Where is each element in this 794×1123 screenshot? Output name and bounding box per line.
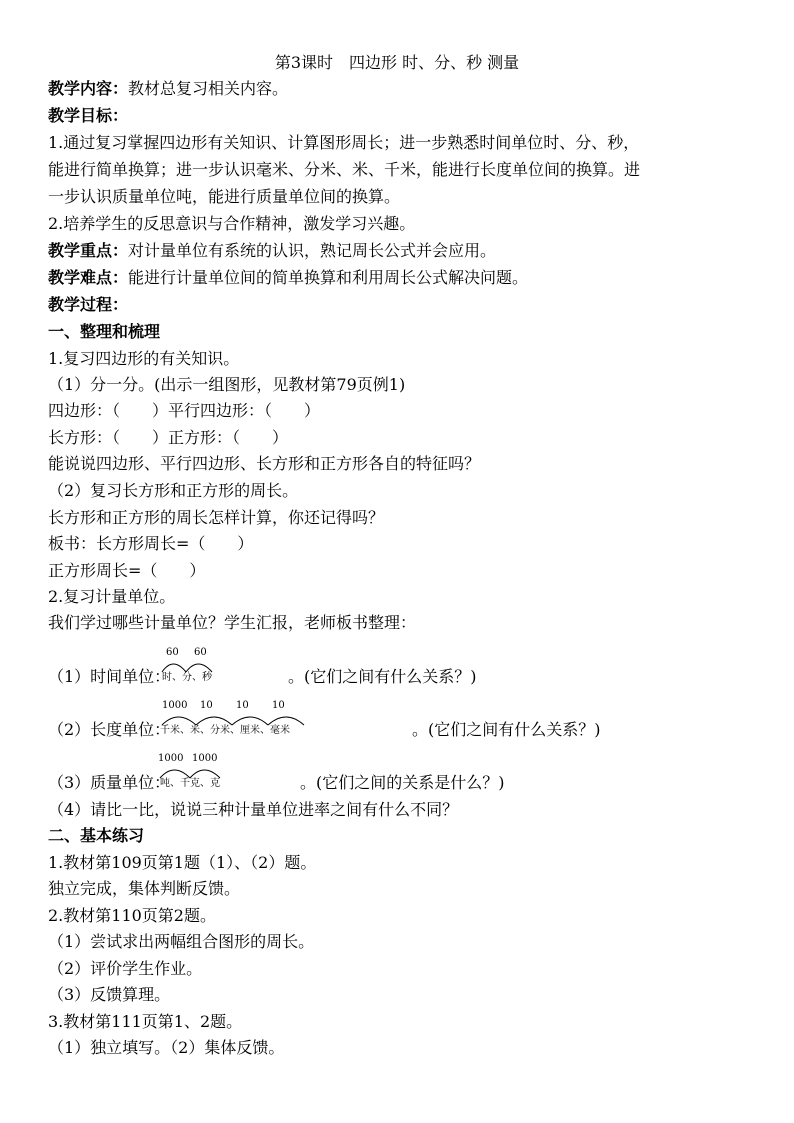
length-unit-sequence: 千米、米、分米、厘米、毫米 [160,725,290,736]
rect-blanks: 长方形：（ ）正方形：（ ） [48,428,289,447]
teaching-goals-label: 教学目标： [48,106,129,125]
mass-rate-2: 1000 [192,753,218,764]
goal-1-line-2: 能进行简单换算；进一步认识毫米、分米、米、千米，能进行长度单位间的换算。进 [48,160,641,179]
units-question: 我们学过哪些计量单位？学生汇报，老师板书整理： [48,613,417,632]
square-perimeter-board: 正方形周长=（ ） [48,561,206,580]
time-unit-question: 。(它们之间有什么关系？) [288,667,477,686]
length-rate-3: 10 [236,700,249,711]
length-rate-1: 1000 [162,700,188,711]
time-rate-2: 60 [194,647,207,658]
length-unit-row [48,697,748,741]
goal-1-line-1: 1.通过复习掌握四边形有关知识、计算图形周长；进一步熟悉时间单位时、分、秒， [48,133,640,152]
key-point-text: 对计量单位有系统的认识，熟记周长公式并会应用。 [128,241,497,260]
time-rate-1: 60 [166,647,179,658]
exercise-1: 1.教材第109页第1题（1）、（2）题。 [48,853,317,872]
mass-unit-label: （3）质量单位： [48,773,171,792]
classify-item: （1）分一分。(出示一组图形，见教材第79页例1) [48,375,406,394]
exercise-2-step-2: （2）评价学生作业。 [48,959,203,978]
compare-rates: （4）请比一比，说说三种计量单位进率之间有什么不同？ [48,800,459,819]
difficulty-line [48,267,528,289]
section-2-title: 二、基本练习 [48,826,145,845]
teaching-content-label: 教学内容： [48,79,129,98]
length-rate-4: 10 [272,700,285,711]
mass-unit-sequence: 吨、千克、克 [160,778,220,789]
mass-unit-question: 。(它们之间的关系是什么？) [300,773,505,792]
mass-rate-1: 1000 [158,753,184,764]
lesson-title: 第3课时 四边形 时、分、秒 测量 [274,53,520,72]
difficulty-text: 能进行计量单位间的简单换算和利用周长公式解决问题。 [128,268,529,287]
rect-perimeter-board: 板书：长方形周长=（ ） [48,534,254,553]
exercise-3: 3.教材第111页第1、2题。 [48,1012,243,1031]
length-rate-2: 10 [200,700,213,711]
exercise-2-step-3: （3）反馈算理。 [48,985,171,1004]
review-units: 2.复习计量单位。 [48,587,176,606]
time-unit-label: （1）时间单位： [48,667,171,686]
review-quadrilateral: 1.复习四边形的有关知识。 [48,349,240,368]
teaching-content-text: 教材总复习相关内容。 [128,79,289,98]
exercise-1-note: 独立完成，集体判断反馈。 [48,879,241,898]
length-unit-label: （2）长度单位： [48,720,171,739]
difficulty-label: 教学难点： [48,268,129,287]
time-unit-sequence: 时、分、秒 [162,672,212,683]
perimeter-review: （2）复习长方形和正方形的周长。 [48,481,299,500]
teaching-content-line [48,78,288,100]
perimeter-question: 长方形和正方形的周长怎样计算，你还记得吗？ [48,508,385,527]
key-point-line [48,240,496,262]
goal-2: 2.培养学生的反思意识与合作精神，激发学习兴趣。 [48,214,416,233]
length-unit-question: 。(它们之间有什么关系？) [412,720,601,739]
section-1-title: 一、整理和梳理 [48,322,161,341]
key-point-label: 教学重点： [48,241,129,260]
process-label: 教学过程： [48,295,129,314]
mass-unit-row [48,750,748,794]
exercise-3-steps: （1）独立填写。（2）集体反馈。 [48,1038,285,1057]
exercise-2-step-1: （1）尝试求出两幅组合图形的周长。 [48,932,315,951]
feature-question: 能说说四边形、平行四边形、长方形和正方形各自的特征吗？ [48,454,481,473]
quad-blanks: 四边形：（ ）平行四边形：（ ） [48,401,321,420]
exercise-2: 2.教材第110页第2题。 [48,906,216,925]
time-unit-row [48,644,748,688]
goal-1-line-3: 一步认识质量单位吨，能进行质量单位间的换算。 [48,187,401,206]
